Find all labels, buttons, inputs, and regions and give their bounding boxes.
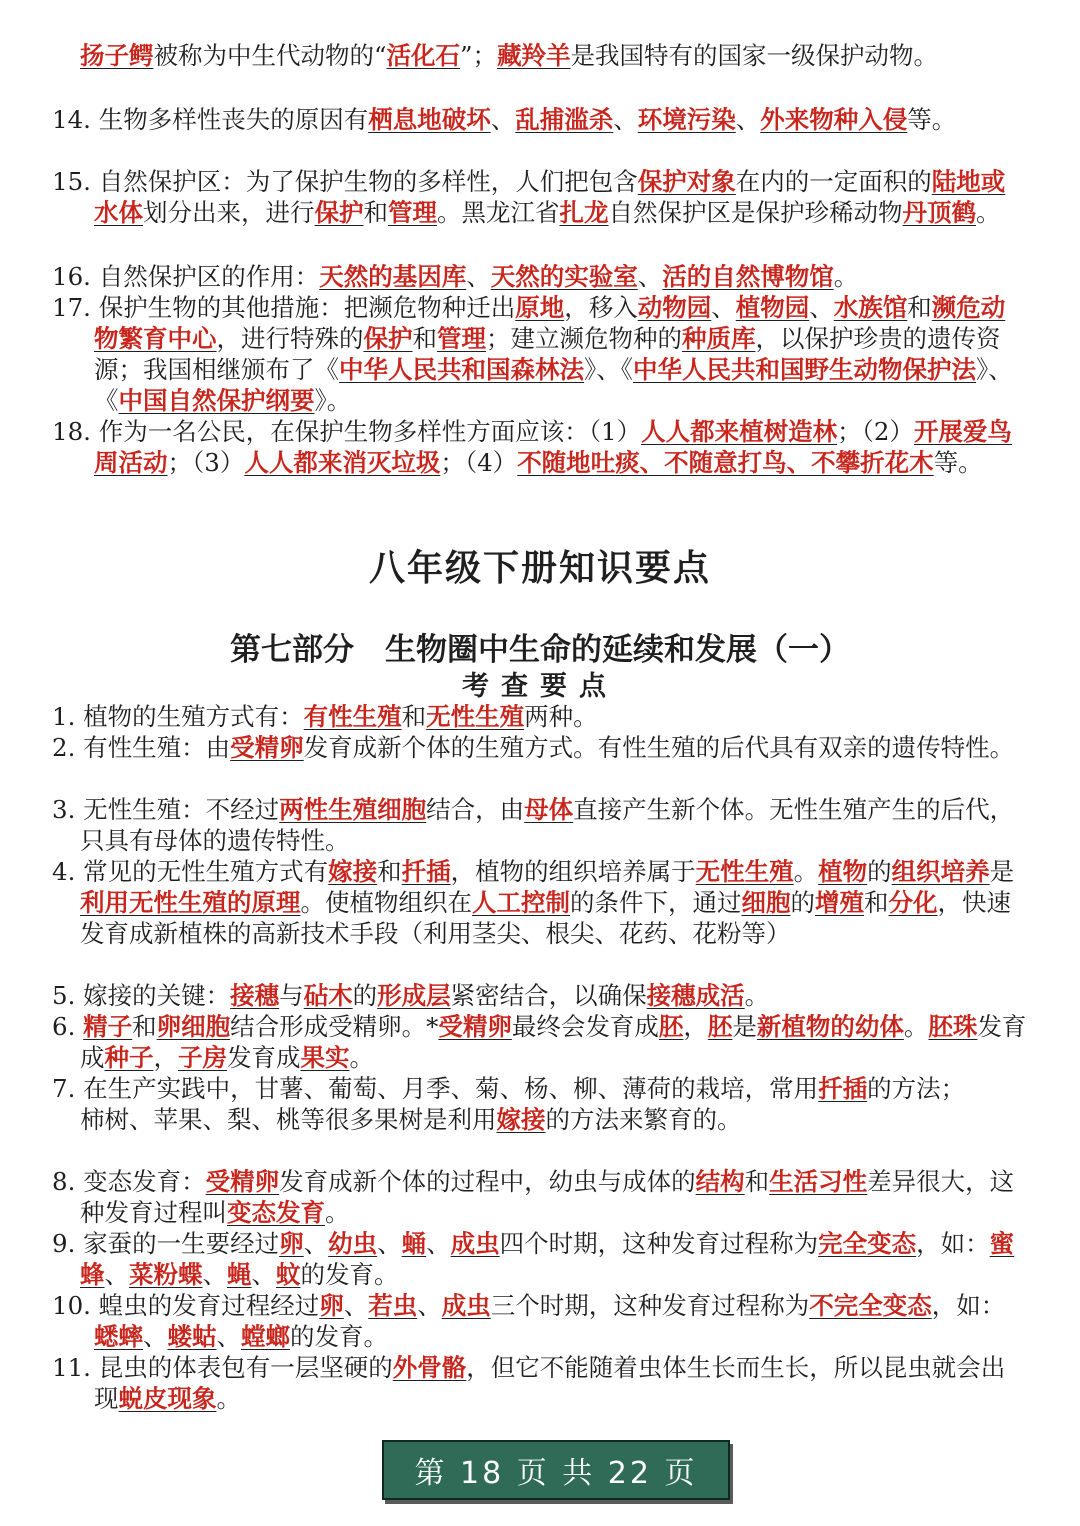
text: ，进行特殊的: [216, 324, 364, 353]
paragraph: [52, 40, 1027, 71]
paragraph: [52, 166, 1027, 228]
page-number-badge: [382, 1440, 730, 1500]
answer-blank: 不随地吐痰、不随意打鸟、不攀折花木: [517, 448, 934, 477]
text: 。: [793, 857, 819, 886]
item-q2: [52, 732, 1027, 763]
text: 》。: [314, 386, 352, 415]
text: 、: [426, 1229, 451, 1258]
text: 发育成: [80, 1012, 1027, 1072]
item-q3: [52, 794, 1027, 856]
text: 、: [735, 105, 761, 134]
paragraph: [52, 732, 1027, 763]
item-q5: [52, 980, 1027, 1011]
text: 的: [352, 981, 378, 1010]
answer-blank: 蝇: [227, 1260, 252, 1289]
text: ，: [683, 1012, 708, 1041]
text: ，移入: [564, 293, 638, 322]
text: ”；: [460, 41, 498, 70]
text: ，如：: [916, 1229, 990, 1258]
text: 。: [349, 1043, 374, 1072]
answer-blank: 扬子鳄: [80, 41, 154, 70]
answer-blank: 嫁接: [328, 857, 378, 886]
paragraph: [52, 856, 1027, 949]
paragraph: [52, 1104, 1027, 1135]
answer-blank: 人工控制: [472, 888, 570, 917]
text: 结合形成受精卵。*: [230, 1012, 439, 1041]
text: 。使植物组织在: [300, 888, 472, 917]
text: 和: [744, 1167, 770, 1196]
text: 的发育。: [300, 1260, 399, 1289]
answer-blank: 种子: [104, 1043, 154, 1072]
answer-blank: 形成层: [377, 981, 451, 1010]
paragraph: [52, 1228, 1027, 1290]
text: 最终会发育成: [511, 1012, 659, 1041]
answer-blank: 卵细胞: [156, 1012, 231, 1041]
text: 、: [303, 1229, 329, 1258]
text: 是: [989, 857, 1015, 886]
answer-blank: 分化: [888, 888, 938, 917]
text: 10. 蝗虫的发育过程经过: [52, 1291, 320, 1320]
text: ；（2）: [837, 417, 914, 446]
text: 、: [417, 1291, 442, 1320]
paragraph: [52, 1352, 1027, 1414]
answer-blank: 幼虫: [328, 1229, 378, 1258]
section-title: 八年级下册知识要点: [368, 547, 711, 589]
answer-blank: 若虫: [368, 1291, 418, 1320]
text: 两种。: [524, 702, 598, 731]
text: 自然保护区是保护珍稀动物: [608, 198, 903, 227]
paragraph: [52, 701, 1027, 732]
answer-blank: 环境污染: [637, 105, 736, 134]
text: 5. 嫁接的关键：: [52, 981, 231, 1010]
text: 》、《: [584, 355, 633, 384]
text: 、: [343, 1291, 369, 1320]
item-q10: [52, 1290, 1027, 1352]
text: 17. 保护生物的其他措施：把濒危物种迁出: [52, 293, 516, 322]
answer-blank: 丹顶鹤: [902, 198, 976, 227]
text: 发育成新个体的生殖方式。有性生殖的后代具有双亲的遗传特性。: [303, 733, 1015, 762]
answer-blank: 陆地或水体: [94, 167, 1006, 227]
answer-blank: 扦插: [401, 857, 451, 886]
text: ；（4）: [440, 448, 518, 477]
paragraph: [52, 794, 1027, 856]
answer-blank: 螳螂: [241, 1322, 290, 1351]
text: 的: [867, 857, 892, 886]
text: 柿树、苹果、梨、桃等很多果树是利用: [80, 1105, 497, 1134]
item-13-continued: [52, 40, 1027, 71]
text: 、: [251, 1260, 276, 1289]
text: 发育成: [227, 1043, 301, 1072]
item-18: [52, 416, 1027, 478]
text: 和: [363, 198, 388, 227]
answer-blank: 接穗: [230, 981, 280, 1010]
paragraph: [52, 980, 1027, 1011]
answer-blank: 变态发育: [227, 1198, 325, 1227]
text: 。: [903, 1012, 929, 1041]
text: 结合，由: [426, 795, 525, 824]
answer-blank: 果实: [300, 1043, 350, 1072]
answer-blank: 新植物的幼体: [756, 1012, 904, 1041]
answer-blank: 蟋蟀: [94, 1322, 143, 1351]
answer-blank: 生活习性: [769, 1167, 868, 1196]
answer-blank: 藏羚羊: [497, 41, 571, 70]
text: 、: [613, 105, 638, 134]
answer-blank: 濒危动物繁育中心: [94, 293, 1006, 353]
text: 16. 自然保护区的作用：: [52, 262, 320, 291]
text: 7. 在生产实践中，甘薯、葡萄、月季、菊、杨、柳、薄荷的栽培，常用: [52, 1074, 819, 1103]
answer-blank: 精子: [83, 1012, 133, 1041]
answer-blank: 嫁接: [496, 1105, 546, 1134]
item-q9: [52, 1228, 1027, 1290]
text: 和: [412, 324, 437, 353]
answer-blank: 胚: [658, 1012, 684, 1041]
text: 、: [490, 105, 516, 134]
text: 。: [833, 262, 859, 291]
answer-blank: 无性生殖: [426, 702, 525, 731]
text: 14. 生物多样性丧失的原因有: [52, 105, 369, 134]
text: 被称为中生代动物的“: [153, 41, 387, 70]
answer-blank: 受精卵: [438, 1012, 512, 1041]
text: 的方法来繁育的。: [545, 1105, 742, 1134]
text: 的发育。: [290, 1322, 388, 1351]
part-heading: 第七部分 生物圈中生命的延续和发展（一）: [230, 632, 850, 668]
answer-blank: 蛹: [401, 1229, 427, 1258]
answer-blank: 蚊: [276, 1260, 301, 1289]
text: 发育成新个体的过程中，幼虫与成体的: [279, 1167, 696, 1196]
text: 4. 常见的无性生殖方式有: [52, 857, 329, 886]
text: 和: [907, 293, 932, 322]
answer-blank: 人人都来消灭垃圾: [244, 448, 441, 477]
answer-blank: 扦插: [818, 1074, 868, 1103]
text: 划分出来，进行: [143, 198, 315, 227]
answer-blank: 卵: [279, 1229, 304, 1258]
answer-blank: 成虫: [450, 1229, 500, 1258]
text: 》、《: [94, 355, 1013, 415]
text: 等。: [933, 448, 983, 477]
answer-blank: 种质库: [682, 324, 756, 353]
paragraph: [52, 1166, 1027, 1228]
text: 等。: [907, 105, 957, 134]
answer-blank: 中华人民共和国野生动物保护法: [633, 355, 976, 384]
answer-blank: 有性生殖: [303, 702, 402, 731]
text: 的条件下，通过: [570, 888, 742, 917]
paragraph: [52, 261, 1027, 292]
text: 6.: [52, 1012, 84, 1041]
text: 8. 变态发育：: [52, 1167, 206, 1196]
text: 。: [216, 1384, 241, 1413]
text: ；建立濒危物种的: [486, 324, 682, 353]
item-17: [52, 292, 1027, 416]
text: 的方法；: [867, 1074, 966, 1103]
answer-blank: 受精卵: [230, 733, 304, 762]
answer-blank: 完全变态: [818, 1229, 917, 1258]
answer-blank: 开展爱鸟周活动: [94, 417, 1012, 477]
text: 、: [202, 1260, 227, 1289]
answer-blank: 活化石: [386, 41, 461, 70]
text: 、: [104, 1260, 129, 1289]
sub-heading: 考查要点: [462, 671, 618, 702]
answer-blank: 外来物种入侵: [760, 105, 908, 134]
paragraph: [52, 292, 1027, 416]
answer-blank: 受精卵: [205, 1167, 280, 1196]
item-q1: [52, 701, 1027, 732]
answer-blank: 原地: [515, 293, 565, 322]
answer-blank: 胚: [707, 1012, 733, 1041]
text: ，快速发育成新植株的高新技术手段（利用茎尖、根尖、花药、花粉等）: [80, 888, 1011, 948]
answer-blank: 保护: [314, 198, 364, 227]
text: 2. 有性生殖：由: [52, 733, 231, 762]
answer-blank: 管理: [388, 198, 437, 227]
answer-blank: 卵: [319, 1291, 344, 1320]
text: 、: [637, 262, 663, 291]
answer-blank: 组织培养: [891, 857, 990, 886]
text: ；（3）: [167, 448, 245, 477]
answer-blank: 菜粉蝶: [129, 1260, 203, 1289]
answer-blank: 动物园: [637, 293, 712, 322]
text: 。: [976, 198, 1001, 227]
text: 15. 自然保护区：为了保护生物的多样性，人们把包含: [52, 167, 638, 196]
answer-blank: 管理: [437, 324, 486, 353]
text: 、: [216, 1322, 241, 1351]
answer-blank: 中国自然保护纲要: [118, 386, 315, 415]
answer-blank: 保护对象: [637, 167, 736, 196]
text: 、: [143, 1322, 168, 1351]
answer-blank: 结构: [695, 1167, 745, 1196]
item-14: [52, 104, 1027, 135]
text: ，以保护珍贵的遗传资源；我国相继颁布了《: [94, 324, 1001, 384]
text: 的: [790, 888, 815, 917]
answer-blank: 子房: [178, 1043, 227, 1072]
text: 和: [132, 1012, 157, 1041]
text: 和: [864, 888, 889, 917]
text: 1. 植物的生殖方式有：: [52, 702, 304, 731]
answer-blank: 活的自然博物馆: [662, 262, 834, 291]
text: 和: [377, 857, 402, 886]
text: 3. 无性生殖：不经过: [52, 795, 280, 824]
answer-blank: 人人都来植树造林: [641, 417, 838, 446]
text: 紧密结合，以确保: [450, 981, 647, 1010]
text: 和: [401, 702, 427, 731]
answer-blank: 蜕皮现象: [118, 1384, 217, 1413]
paragraph: [52, 416, 1027, 478]
text: 、: [809, 293, 834, 322]
item-q6: [52, 1011, 1027, 1073]
paragraph: [52, 1011, 1027, 1073]
text: 11. 昆虫的体表包有一层坚硬的: [52, 1353, 393, 1382]
text: ，: [153, 1043, 178, 1072]
paragraph: [52, 1073, 1027, 1104]
answer-blank: 细胞: [741, 888, 791, 917]
item-q7: [52, 1073, 1027, 1135]
answer-blank: 植物: [818, 857, 868, 886]
text: 、: [466, 262, 491, 291]
answer-blank: 水族馆: [833, 293, 908, 322]
answer-blank: 植物园: [735, 293, 810, 322]
answer-blank: 两性生殖细胞: [279, 795, 427, 824]
answer-blank: 增殖: [815, 888, 864, 917]
answer-blank: 保护: [363, 324, 413, 353]
text: 。黑龙江省: [437, 198, 560, 227]
text: 是: [732, 1012, 757, 1041]
item-q4: [52, 856, 1027, 949]
answer-blank: 乱捕滥杀: [515, 105, 614, 134]
answer-blank: 接穗成活: [646, 981, 745, 1010]
answer-blank: 不完全变态: [809, 1291, 932, 1320]
text: 是我国特有的国家一级保护动物。: [570, 41, 939, 70]
answer-blank: 成虫: [441, 1291, 491, 1320]
text: 在内的一定面积的: [735, 167, 932, 196]
text: 。: [325, 1198, 350, 1227]
item-15: [52, 166, 1027, 228]
text: 18. 作为一名公民，在保护生物多样性方面应该：（1）: [52, 417, 642, 446]
paragraph: [52, 104, 1027, 135]
answer-blank: 蝼蛄: [167, 1322, 217, 1351]
answer-blank: 砧木: [303, 981, 353, 1010]
paragraph: [52, 1290, 1027, 1352]
item-q11: [52, 1352, 1027, 1414]
answer-blank: 利用无性生殖的原理: [80, 888, 301, 917]
answer-blank: 栖息地破坏: [368, 105, 491, 134]
answer-blank: 母体: [524, 795, 574, 824]
text: ，如：: [931, 1291, 1006, 1320]
text: 直接产生新个体。无性生殖产生的后代，只具有母体的遗传特性。: [80, 795, 1015, 855]
text: 9. 家蚕的一生要经过: [52, 1229, 280, 1258]
text: 与: [279, 981, 304, 1010]
answer-blank: 扎龙: [559, 198, 609, 227]
text: ，但它不能随着虫体生长而生长，所以昆虫就会出现: [94, 1353, 1006, 1413]
answer-blank: 天然的实验室: [490, 262, 638, 291]
answer-blank: 胚珠: [928, 1012, 978, 1041]
answer-blank: 中华人民共和国森林法: [339, 355, 584, 384]
text: ，植物的组织培养属于: [450, 857, 696, 886]
text: 三个时期，这种发育过程称为: [490, 1291, 810, 1320]
answer-blank: 外骨骼: [392, 1353, 467, 1382]
text: 、: [711, 293, 736, 322]
text: 。: [744, 981, 770, 1010]
text: 、: [377, 1229, 402, 1258]
answer-blank: 天然的基因库: [319, 262, 467, 291]
item-q8: [52, 1166, 1027, 1228]
answer-blank: 蜜蜂: [80, 1229, 1015, 1289]
item-16: [52, 261, 1027, 292]
text: 四个时期，这种发育过程称为: [499, 1229, 819, 1258]
page-number-label: 第 18 页 共 22 页: [414, 1456, 698, 1491]
text: 差异很大，这种发育过程叫: [80, 1167, 1015, 1227]
answer-blank: 无性生殖: [695, 857, 794, 886]
